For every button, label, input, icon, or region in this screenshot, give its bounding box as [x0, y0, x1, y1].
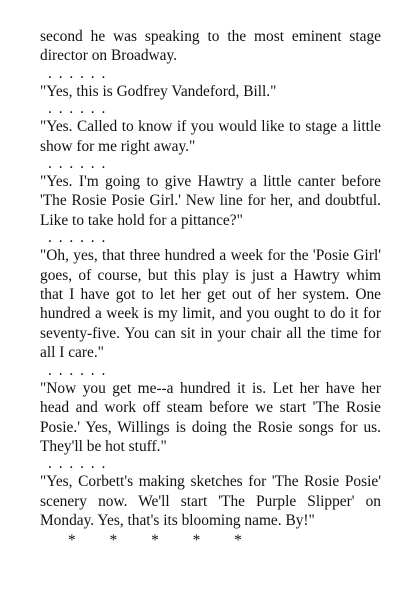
- ellipsis-separator: . . . . . .: [48, 100, 107, 118]
- section-break-stars: * * * * *: [68, 531, 242, 549]
- ellipsis-separator: . . . . . .: [48, 229, 107, 247]
- ellipsis-separator: . . . . . .: [48, 155, 107, 173]
- paragraph: "Yes, Corbett's making sketches for 'The Rosie Posie' scenery now. We'll start 'The Purple Slipper' on Monday. Yes, that's its blooming name. By!": [40, 473, 381, 530]
- ellipsis-separator: . . . . . .: [48, 455, 107, 473]
- paragraph: "Oh, yes, that three hundred a week for the 'Posie Girl' goes, of course, but this play is just a Hawtry whim that I have got to let her get out of her system. One hundred a week is my limit, and you ought to do it for seventy-five. You can sit in your chair all the time for all I care.": [40, 247, 381, 362]
- ellipsis-separator: . . . . . .: [48, 64, 107, 82]
- document-page: [40, 27, 381, 550]
- paragraph: "Yes. Called to know if you would like to stage a little show for me right away.": [40, 118, 381, 155]
- paragraph: "Now you get me--a hundred it is. Let her have her head and work off steam before we start 'The Rosie Posie.' Yes, Willings is doing the Rosie songs for us. They'll be hot stuff.": [40, 379, 381, 455]
- ellipsis-separator: . . . . . .: [48, 361, 107, 379]
- paragraph: "Yes. I'm going to give Hawtry a little canter before 'The Rosie Posie Girl.' New line for her, and doubtful. Like to take hold for a pittance?": [40, 173, 381, 229]
- paragraph: "Yes, this is Godfrey Vandeford, Bill.": [40, 82, 277, 100]
- paragraph: second he was speaking to the most eminent stage director on Broadway.: [40, 28, 381, 65]
